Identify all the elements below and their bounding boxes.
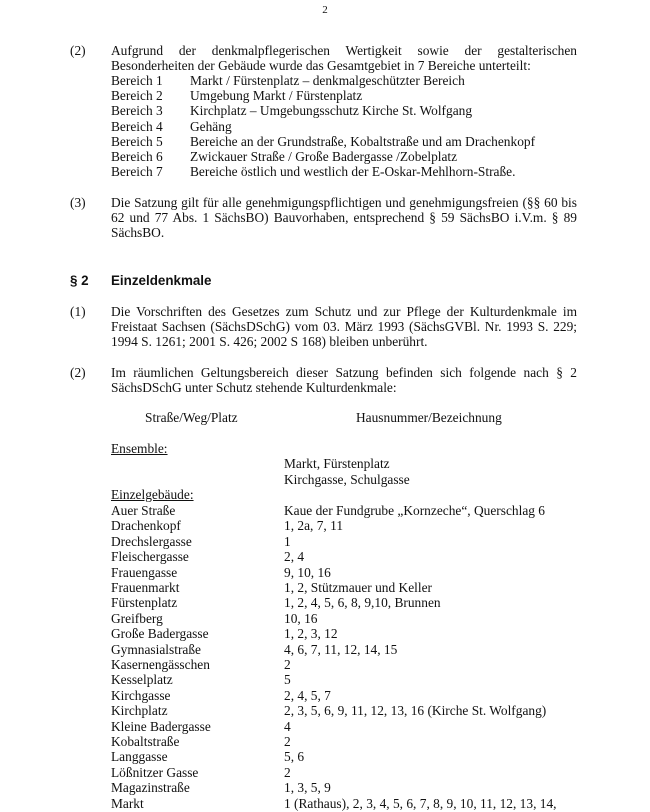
house-numbers: 1, 2, 3, 12: [284, 626, 338, 642]
street-name: Drechslergasse: [111, 533, 192, 549]
bereich-description: Umgebung Markt / Fürstenplatz: [190, 88, 363, 104]
street-name: Lößnitzer Gasse: [111, 764, 199, 780]
section-number: § 2: [70, 273, 89, 288]
house-numbers: 10, 16: [284, 610, 318, 626]
street-name: Fürstenplatz: [111, 595, 178, 611]
paragraph-text: Die Satzung gilt für alle genehmigungspflichtigen und genehmigungsfreien (§§ 60 bis 62 und 77 Abs. 1 SächsBO) Bauvorhaben, entsprechend § 59 SächsBO i.V.m. § 89 SächsBO.: [111, 195, 577, 240]
bereich-label: Bereich 7: [111, 164, 163, 180]
house-numbers: 1, 3, 5, 9: [284, 780, 331, 796]
column-header-number: Hausnummer/Bezeichnung: [356, 410, 502, 425]
section-title: Einzeldenkmale: [111, 273, 212, 288]
house-numbers: 2, 4: [284, 549, 305, 565]
street-name: Auer Straße: [111, 503, 176, 518]
einzelgebaeude-label: Einzelgebäude:: [111, 487, 194, 502]
column-header-street: Straße/Weg/Platz: [145, 410, 238, 425]
street-name: Kirchplatz: [111, 703, 168, 719]
ensemble-item: Kirchgasse, Schulgasse: [284, 472, 410, 487]
house-numbers: 2, 4, 5, 7: [284, 687, 331, 703]
street-name: Kesselplatz: [111, 672, 173, 688]
bereich-description: Kirchplatz – Umgebungsschutz Kirche St. Wolfgang: [190, 103, 473, 119]
street-name: Kobaltstraße: [111, 734, 180, 749]
street-name: Frauenmarkt: [111, 580, 180, 595]
street-name: Langgasse: [111, 749, 168, 765]
house-numbers: Kaue der Fundgrube „Kornzeche“, Querschlag 6: [284, 503, 546, 518]
street-name: Markt: [111, 795, 144, 811]
street-name: Kasernengässchen: [111, 657, 210, 672]
paragraph-number: (2): [70, 43, 86, 58]
house-numbers: 2: [284, 764, 291, 780]
street-name: Magazinstraße: [111, 780, 190, 796]
bereich-label: Bereich 2: [111, 88, 163, 104]
paragraph-text: Aufgrund der denkmalpflegerischen Wertigkeit sowie der gestalterischen Besonderheiten der Gebäude wurde das Gesamtgebiet in 7 Bereiche unterteilt:: [111, 43, 577, 73]
house-numbers: 9, 10, 16: [284, 564, 331, 580]
street-name: Frauengasse: [111, 564, 178, 580]
house-numbers: 5: [284, 672, 291, 688]
paragraph-number: (2): [70, 365, 86, 380]
bereich-label: Bereich 5: [111, 133, 163, 149]
bereich-label: Bereich 6: [111, 149, 163, 164]
street-name: Drachenkopf: [111, 518, 181, 534]
house-numbers: 5, 6: [284, 749, 305, 765]
street-name: Fleischergasse: [111, 549, 189, 565]
bereich-description: Markt / Fürstenplatz – denkmalgeschützter Bereich: [190, 73, 465, 88]
paragraph-number: (1): [70, 304, 86, 319]
street-name: Gymnasialstraße: [111, 641, 201, 657]
bereich-label: Bereich 3: [111, 103, 163, 119]
house-numbers: 1, 2a, 7, 11: [284, 518, 344, 534]
ensemble-item: Markt, Fürstenplatz: [284, 456, 390, 471]
ensemble-label: Ensemble:: [111, 441, 168, 456]
paragraph-number: (3): [70, 195, 86, 210]
house-numbers: 4: [284, 718, 291, 734]
house-numbers: 1, 2, Stützmauer und Keller: [284, 580, 433, 595]
house-numbers: 2: [284, 734, 291, 749]
paragraph-text: Die Vorschriften des Gesetzes zum Schutz und zur Pflege der Kulturdenkmale im Freistaat Sachsen (SächsDSchG) vom 03. März 1993 (SächsGVBl. Nr. 1993 S. 229; 1994 S. 1261; 2001 S. 426; 2002 S 168) bleiben unberührt.: [111, 304, 577, 349]
house-numbers: 1 (Rathaus), 2, 3, 4, 5, 6, 7, 8, 9, 10, 11, 12, 13, 14,: [284, 795, 557, 811]
street-name: Greifberg: [111, 610, 163, 626]
street-name: Große Badergasse: [111, 626, 209, 642]
house-numbers: 4, 6, 7, 11, 12, 14, 15: [284, 641, 398, 657]
bereich-description: Gehäng: [190, 118, 232, 134]
house-numbers: 1, 2, 4, 5, 6, 8, 9,10, Brunnen: [284, 595, 441, 611]
house-numbers: 1: [284, 533, 291, 549]
street-name: Kleine Badergasse: [111, 718, 211, 734]
bereich-description: Bereiche an der Grundstraße, Kobaltstraße und am Drachenkopf: [190, 133, 536, 149]
paragraph-text: Im räumlichen Geltungsbereich dieser Satzung befinden sich folgende nach § 2 SächsDSchG unter Schutz stehende Kulturdenkmale:: [111, 365, 577, 395]
page-number: 2: [322, 4, 328, 16]
street-name: Kirchgasse: [111, 687, 171, 703]
bereich-label: Bereich 4: [111, 118, 163, 134]
house-numbers: 2: [284, 657, 291, 672]
bereich-description: Bereiche östlich und westlich der E-Oskar-Mehlhorn-Straße.: [190, 164, 516, 180]
house-numbers: 2, 3, 5, 6, 9, 11, 12, 13, 16 (Kirche St. Wolfgang): [284, 703, 547, 719]
bereich-label: Bereich 1: [111, 73, 163, 88]
bereich-description: Zwickauer Straße / Große Badergasse /Zobelplatz: [190, 149, 458, 164]
